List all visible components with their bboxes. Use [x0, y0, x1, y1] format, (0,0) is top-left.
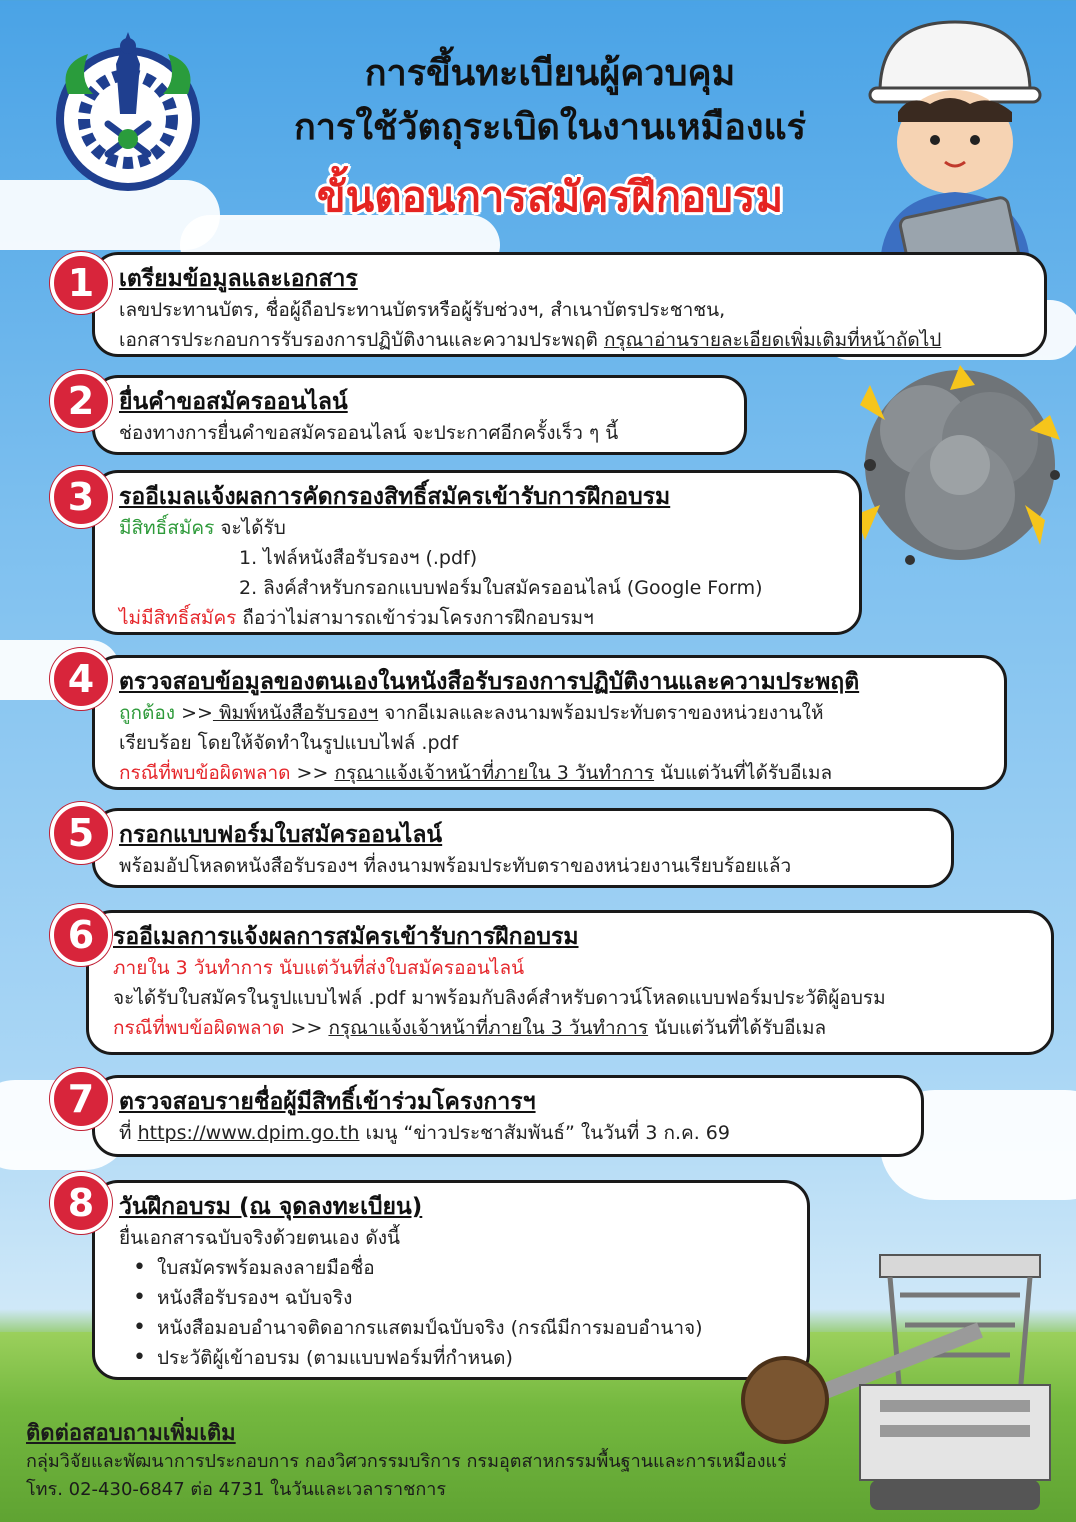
step-4-card [92, 655, 1007, 790]
step-1-title: เตรียมข้อมูลและเอกสาร [119, 266, 358, 292]
step-4-correct-label: ถูกต้อง [119, 702, 176, 724]
step-3-item-1: 1. ไฟล์หนังสือรับรองฯ (.pdf) [239, 547, 478, 569]
step-4-title: ตรวจสอบข้อมูลของตนเองในหนังสือรับรองการปฏิบัติงานและความประพฤติ [119, 669, 860, 695]
step-8-intro: ยื่นเอกสารฉบับจริงด้วยตนเอง ดังนี้ [119, 1227, 400, 1249]
step-7-website-link[interactable]: https://www.dpim.go.th [137, 1122, 360, 1144]
step-3-eligible-line [119, 513, 841, 543]
explosion-illustration [840, 345, 1075, 585]
step-6-error-line [113, 1013, 1033, 1043]
department-logo [48, 24, 203, 199]
step-8-document-list [119, 1253, 789, 1373]
step-3-title: รออีเมลแจ้งผลการคัดกรองสิทธิ์สมัครเข้ารับการฝึกอบรม [119, 484, 671, 510]
step-3-item-2: 2. ลิงค์สำหรับกรอกแบบฟอร์มใบสมัครออนไลน์ (Google Form) [239, 577, 763, 599]
step-4-error-arrow: >> [296, 762, 329, 784]
step-7-card [92, 1075, 924, 1157]
step-6-error-link[interactable]: กรุณาแจ้งเจ้าหน้าที่ภายใน 3 วันทำการ [328, 1017, 649, 1039]
step-6-card [86, 910, 1054, 1055]
step-3-ineligible-line [119, 603, 841, 633]
step-1-detail-link[interactable]: กรุณาอ่านรายละเอียดเพิ่มเติมที่หน้าถัดไป [603, 329, 942, 351]
step-4-correct-line-2: เรียบร้อย โดยให้จัดทำในรูปแบบไฟล์ .pdf [119, 732, 459, 754]
step-6-arrow: >> [290, 1017, 323, 1039]
header [0, 0, 1076, 240]
step-2-title: ยื่นคำขอสมัครออนไลน์ [119, 389, 348, 415]
step-6-number: 6 [50, 904, 112, 966]
step-5-title: กรอกแบบฟอร์มใบสมัครออนไลน์ [119, 822, 443, 848]
step-1-card [92, 252, 1047, 357]
step-7-number: 7 [50, 1068, 112, 1130]
step-5-card [92, 808, 954, 888]
list-item: • ใบสมัครพร้อมลงลายมือชื่อ [127, 1253, 789, 1283]
step-8-number: 8 [50, 1172, 112, 1234]
step-1-number: 1 [50, 252, 112, 314]
step-4-error-text: นับแต่วันที่ได้รับอีเมล [654, 762, 833, 784]
step-4-correct-line [119, 698, 986, 728]
step-3-eligible-text: จะได้รับ [220, 517, 286, 539]
step-5-number: 5 [50, 802, 112, 864]
step-3-card [92, 470, 862, 635]
step-4-error-label: กรณีที่พบข้อผิดพลาด [119, 762, 291, 784]
contact-title: ติดต่อสอบถามเพิ่มเติม [26, 1421, 236, 1446]
step-4-error-link[interactable]: กรุณาแจ้งเจ้าหน้าที่ภายใน 3 วันทำการ [334, 762, 655, 784]
step-6-error-text: นับแต่วันที่ได้รับอีเมล [648, 1017, 827, 1039]
step-4-arrow: >> [181, 702, 213, 724]
step-3-eligible-label: มีสิทธิ์สมัคร [119, 517, 215, 539]
step-4-error-line [119, 758, 986, 788]
step-5-line-1: พร้อมอัปโหลดหนังสือรับรองฯ ที่ลงนามพร้อมประทับตราของหน่วยงานเรียบร้อยแล้ว [119, 855, 792, 877]
contact-line-1: กลุ่มวิจัยและพัฒนาการประกอบการ กองวิศวกรรมบริการ กรมอุตสาหกรรมพื้นฐานและการเหมืองแร่ [26, 1451, 787, 1472]
step-4-print-link[interactable]: พิมพ์หนังสือรับรองฯ [212, 702, 379, 724]
contact-line-2: โทร. 02-430-6847 ต่อ 4731 ในวันและเวลาราชการ [26, 1479, 447, 1500]
step-7-line [119, 1118, 903, 1148]
list-item: • หนังสือรับรองฯ ฉบับจริง [127, 1283, 789, 1313]
step-6-deadline: ภายใน 3 วันทำการ นับแต่วันที่ส่งใบสมัครออนไลน์ [113, 957, 525, 979]
title-line-2: การใช้วัตถุระเบิดในงานเหมืองแร่ [293, 107, 807, 148]
step-7-title: ตรวจสอบรายชื่อผู้มีสิทธิ์เข้าร่วมโครงการฯ [119, 1089, 536, 1115]
list-item: • หนังสือมอบอำนาจติดอากรแสตมป์ฉบับจริง (กรณีมีการมอบอำนาจ) [127, 1313, 789, 1343]
step-7-suffix: เมนู “ข่าวประชาสัมพันธ์” ในวันที่ 3 ก.ค. 69 [359, 1122, 730, 1144]
step-7-prefix: ที่ [119, 1122, 138, 1144]
step-3-ineligible-label: ไม่มีสิทธิ์สมัคร [119, 607, 237, 629]
step-8-card [92, 1180, 810, 1380]
worker-illustration [850, 12, 1060, 262]
step-1-line-1: เลขประทานบัตร, ชื่อผู้ถือประทานบัตรหรือผู้รับช่วงฯ, สำเนาบัตรประชาชน, [119, 299, 726, 321]
contact-section [26, 1420, 846, 1504]
step-4-number: 4 [50, 648, 112, 710]
title-line-3: ขั้นตอนการสมัครฝึกอบรม [316, 172, 784, 221]
step-6-title: รออีเมลการแจ้งผลการสมัครเข้ารับการฝึกอบรม [113, 924, 579, 950]
step-2-card [92, 375, 747, 455]
step-1-line-2 [119, 325, 1026, 355]
list-item: • ประวัติผู้เข้าอบรม (ตามแบบฟอร์มที่กำหนด) [127, 1343, 789, 1373]
step-1-line-2-text: เอกสารประกอบการรับรองการปฏิบัติงานและความประพฤติ [119, 329, 598, 351]
step-3-number: 3 [50, 466, 112, 528]
step-6-line-1: จะได้รับใบสมัครในรูปแบบไฟล์ .pdf มาพร้อมกับลิงค์สำหรับดาวน์โหลดแบบฟอร์มประวัติผู้อบรม [113, 987, 886, 1009]
step-6-error-label: กรณีที่พบข้อผิดพลาด [113, 1017, 285, 1039]
step-8-title: วันฝึกอบรม (ณ จุดลงทะเบียน) [119, 1194, 423, 1220]
step-2-number: 2 [50, 370, 112, 432]
title-line-1: การขึ้นทะเบียนผู้ควบคุม [364, 53, 736, 94]
step-4-correct-text: จากอีเมลและลงนามพร้อมประทับตราของหน่วยงานให้ [378, 702, 824, 724]
step-3-ineligible-text: ถือว่าไม่สามารถเข้าร่วมโครงการฝึกอบรมฯ [242, 607, 594, 629]
step-2-line-1: ช่องทางการยื่นคำขอสมัครออนไลน์ จะประกาศอีกครั้งเร็ว ๆ นี้ [119, 422, 619, 444]
